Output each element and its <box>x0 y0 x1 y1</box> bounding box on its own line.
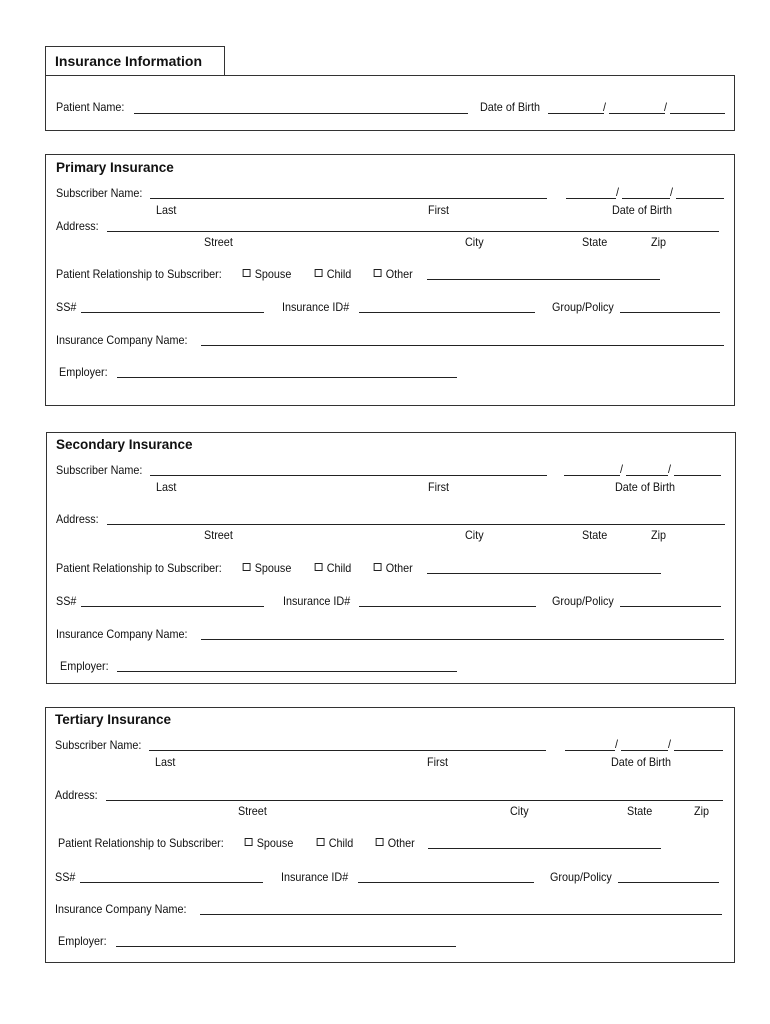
employer-field[interactable] <box>116 946 456 947</box>
subscriber-dob-day-field[interactable] <box>621 750 668 751</box>
subscriber-name-label: Subscriber Name: <box>55 738 142 752</box>
checkbox[interactable] <box>376 838 384 846</box>
state-caption: State <box>582 528 608 542</box>
group-policy-field[interactable] <box>620 312 720 313</box>
spouse-option[interactable] <box>243 267 291 281</box>
spouse-label: Spouse <box>256 836 294 850</box>
spouse-label: Spouse <box>254 267 292 281</box>
date-separator: / <box>615 737 619 751</box>
company-field[interactable] <box>201 345 724 346</box>
patient-dob-year-field[interactable] <box>670 113 725 114</box>
address-label: Address: <box>56 219 99 233</box>
checkbox[interactable] <box>245 838 253 846</box>
dob-caption: Date of Birth <box>615 480 676 494</box>
subscriber-name-field[interactable] <box>150 475 547 476</box>
zip-caption: Zip <box>694 804 710 818</box>
ss-field[interactable] <box>81 606 264 607</box>
city-caption: City <box>465 528 484 542</box>
city-caption: City <box>510 804 529 818</box>
other-option[interactable] <box>374 267 413 281</box>
other-option[interactable] <box>376 836 415 850</box>
other-label: Other <box>385 561 413 575</box>
state-caption: State <box>627 804 653 818</box>
street-caption: Street <box>204 528 233 542</box>
insurance-id-label: Insurance ID# <box>281 870 349 884</box>
other-label: Other <box>385 267 413 281</box>
address-field[interactable] <box>106 800 723 801</box>
ss-field[interactable] <box>81 312 264 313</box>
spouse-option[interactable] <box>245 836 293 850</box>
company-field[interactable] <box>200 914 722 915</box>
ss-label: SS# <box>56 594 77 608</box>
other-option[interactable] <box>374 561 413 575</box>
subscriber-dob-month-field[interactable] <box>564 475 620 476</box>
ss-field[interactable] <box>80 882 263 883</box>
address-field[interactable] <box>107 524 725 525</box>
street-caption: Street <box>238 804 267 818</box>
employer-label: Employer: <box>59 365 108 379</box>
insurance-id-field[interactable] <box>359 606 536 607</box>
child-label: Child <box>326 561 352 575</box>
patient-dob-label: Date of Birth <box>480 100 541 114</box>
employer-field[interactable] <box>117 671 457 672</box>
subscriber-dob-year-field[interactable] <box>676 198 724 199</box>
child-label: Child <box>326 267 352 281</box>
other-label: Other <box>387 836 415 850</box>
patient-dob-day-field[interactable] <box>609 113 665 114</box>
group-policy-label: Group/Policy <box>552 300 614 314</box>
relationship-label: Patient Relationship to Subscriber: <box>56 561 222 575</box>
checkbox[interactable] <box>317 838 325 846</box>
checkbox[interactable] <box>374 563 382 571</box>
checkbox[interactable] <box>374 269 382 277</box>
patient-name-label: Patient Name: <box>56 100 125 114</box>
group-policy-label: Group/Policy <box>550 870 612 884</box>
other-relationship-field[interactable] <box>428 848 661 849</box>
insurance-id-label: Insurance ID# <box>283 594 351 608</box>
zip-caption: Zip <box>651 235 667 249</box>
patient-dob-month-field[interactable] <box>548 113 604 114</box>
group-policy-label: Group/Policy <box>552 594 614 608</box>
insurance-id-field[interactable] <box>359 312 535 313</box>
subscriber-name-label: Subscriber Name: <box>56 186 143 200</box>
subscriber-name-field[interactable] <box>150 198 547 199</box>
relationship-label: Patient Relationship to Subscriber: <box>58 836 224 850</box>
ss-label: SS# <box>55 870 76 884</box>
child-option[interactable] <box>317 836 353 850</box>
spouse-label: Spouse <box>254 561 292 575</box>
subscriber-dob-day-field[interactable] <box>626 475 668 476</box>
date-separator: / <box>668 737 672 751</box>
section-title: Tertiary Insurance <box>55 712 172 727</box>
insurance-id-field[interactable] <box>358 882 534 883</box>
date-separator: / <box>616 185 620 199</box>
subscriber-name-label: Subscriber Name: <box>56 463 143 477</box>
company-label: Insurance Company Name: <box>56 333 188 347</box>
date-separator: / <box>664 100 668 114</box>
relationship-label: Patient Relationship to Subscriber: <box>56 267 222 281</box>
employer-label: Employer: <box>58 934 107 948</box>
other-relationship-field[interactable] <box>427 573 661 574</box>
address-label: Address: <box>56 512 99 526</box>
last-caption: Last <box>156 203 177 217</box>
city-caption: City <box>465 235 484 249</box>
company-label: Insurance Company Name: <box>56 627 188 641</box>
patient-name-field[interactable] <box>134 113 468 114</box>
company-label: Insurance Company Name: <box>55 902 187 916</box>
spouse-option[interactable] <box>243 561 291 575</box>
section-title: Secondary Insurance <box>56 437 193 452</box>
checkbox[interactable] <box>315 563 323 571</box>
subscriber-dob-year-field[interactable] <box>674 750 723 751</box>
zip-caption: Zip <box>651 528 667 542</box>
subscriber-dob-year-field[interactable] <box>674 475 721 476</box>
date-separator: / <box>668 462 672 476</box>
ss-label: SS# <box>56 300 77 314</box>
date-separator: / <box>670 185 674 199</box>
section-title: Primary Insurance <box>56 160 174 175</box>
first-caption: First <box>427 755 448 769</box>
page-title: Insurance Information <box>55 53 203 69</box>
checkbox[interactable] <box>243 269 251 277</box>
dob-caption: Date of Birth <box>612 203 673 217</box>
employer-field[interactable] <box>117 377 457 378</box>
date-separator: / <box>620 462 624 476</box>
company-field[interactable] <box>201 639 724 640</box>
checkbox[interactable] <box>243 563 251 571</box>
tertiary-insurance-section <box>45 707 735 963</box>
first-caption: First <box>428 480 449 494</box>
first-caption: First <box>428 203 449 217</box>
date-separator: / <box>603 100 607 114</box>
checkbox[interactable] <box>315 269 323 277</box>
child-option[interactable] <box>315 267 351 281</box>
subscriber-name-field[interactable] <box>149 750 546 751</box>
last-caption: Last <box>155 755 176 769</box>
child-label: Child <box>328 836 354 850</box>
address-field[interactable] <box>107 231 719 232</box>
insurance-id-label: Insurance ID# <box>282 300 350 314</box>
street-caption: Street <box>204 235 233 249</box>
group-policy-field[interactable] <box>618 882 719 883</box>
group-policy-field[interactable] <box>620 606 721 607</box>
subscriber-dob-month-field[interactable] <box>566 198 616 199</box>
subscriber-dob-day-field[interactable] <box>622 198 670 199</box>
employer-label: Employer: <box>60 659 109 673</box>
state-caption: State <box>582 235 608 249</box>
secondary-insurance-section <box>46 432 736 684</box>
dob-caption: Date of Birth <box>611 755 672 769</box>
child-option[interactable] <box>315 561 351 575</box>
subscriber-dob-month-field[interactable] <box>565 750 615 751</box>
last-caption: Last <box>156 480 177 494</box>
address-label: Address: <box>55 788 98 802</box>
patient-info-box <box>45 75 735 131</box>
other-relationship-field[interactable] <box>427 279 660 280</box>
